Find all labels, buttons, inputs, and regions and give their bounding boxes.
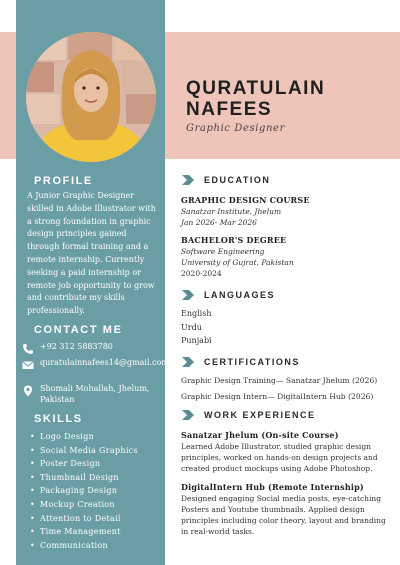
- chevron-right-icon: [182, 410, 196, 420]
- contact-phone: [22, 342, 162, 355]
- experience-title: Sanatzar Jhelum (On-site Course): [181, 430, 339, 440]
- contact-address: [22, 384, 162, 405]
- skill-item: • Poster Design: [30, 457, 138, 471]
- skills-heading: SKILLS: [34, 413, 83, 425]
- education-entry: [181, 195, 391, 228]
- certifications-section-header: [182, 357, 300, 367]
- languages-heading: LANGUAGES: [204, 290, 276, 300]
- skill-item: • Logo Design: [30, 430, 138, 444]
- chevron-right-icon: [182, 290, 196, 300]
- language-item: Punjabi: [181, 336, 212, 345]
- skill-item: • Social Media Graphics: [30, 444, 138, 458]
- skill-item: • Communication: [30, 539, 138, 553]
- skill-item: • Time Management: [30, 525, 138, 539]
- profile-photo: [26, 32, 156, 162]
- language-item: English: [181, 309, 212, 318]
- language-item: Urdu: [181, 322, 202, 332]
- dates: Jan 2026- Mar 2026: [181, 218, 257, 227]
- chevron-right-icon: [182, 175, 196, 185]
- skill-item: • Packaging Design: [30, 484, 138, 498]
- experience-section-header: [182, 410, 316, 420]
- certification-item: Graphic Design Training— Sanatzar Jhelum (2026): [181, 376, 378, 385]
- contact-email: [22, 358, 169, 371]
- institution: University of Gujrat, Pakistan: [181, 258, 294, 267]
- first-name: QURATULAIN: [186, 78, 326, 99]
- profile-photo-illustration: [26, 32, 156, 162]
- mail-icon: [22, 359, 34, 371]
- experience-entry: [181, 430, 391, 474]
- contact-heading: CONTACT ME: [34, 324, 123, 336]
- education-section-header: [182, 175, 270, 185]
- education-heading: EDUCATION: [204, 175, 271, 185]
- certification-item: Graphic Design Intern— DigitalIntern Hub (2026): [181, 392, 374, 401]
- degree-title: BACHELOR'S DEGREE: [181, 235, 287, 245]
- experience-description: Designed engaging Social media posts, eye-catching Posters and Youtube thumbnails. Applied design principles including color theory, layout and branding in real-world tasks.: [181, 494, 386, 536]
- experience-entry: [181, 482, 391, 537]
- skills-list: [30, 430, 138, 552]
- location-icon: [22, 385, 34, 397]
- experience-description: Learned Adobe Illustrator, studied graphic design principles, worked on hands-on design projects and created product mockups using Adobe Photoshop.: [181, 442, 378, 473]
- skill-item: • Mockup Creation: [30, 498, 138, 512]
- job-title: Graphic Designer: [186, 123, 285, 134]
- candidate-name: [186, 78, 325, 120]
- profile-heading: PROFILE: [34, 175, 93, 187]
- languages-list: [181, 307, 212, 348]
- chevron-right-icon: [182, 357, 196, 367]
- skill-item: • Thumbnail Design: [30, 471, 138, 485]
- home-address: Shomali Mohallah, Jhelum, Pakistan: [40, 384, 150, 404]
- institution: Sanatzar Institute, Jhelum: [181, 207, 282, 216]
- degree-title: GRAPHIC DESIGN COURSE: [181, 195, 310, 205]
- dates: 2020-2024: [181, 269, 222, 278]
- phone-icon: [22, 343, 34, 355]
- last-name: NAFEES: [186, 99, 273, 120]
- education-entry: [181, 235, 391, 279]
- experience-heading: WORK EXPERIENCE: [204, 410, 316, 420]
- phone-number[interactable]: +92 312 5883780: [40, 342, 113, 351]
- experience-title: DigitalIntern Hub (Remote Internship): [181, 482, 364, 492]
- field-of-study: Software Engineering: [181, 247, 265, 256]
- email-address[interactable]: quratulainnafees14@gmail.com: [40, 358, 169, 367]
- certifications-heading: CERTIFICATIONS: [204, 357, 300, 367]
- skill-item: • Attention to Detail: [30, 512, 138, 526]
- certifications-list: [181, 373, 377, 405]
- profile-summary: A Junior Graphic Designer skilled in Adobe Illustrator with a strong foundation in graphic design principles gained through formal training and a remote internship. Currently seeking a paid internship or remote job opportunity to grow and contribute my skills professionally.: [27, 191, 156, 316]
- languages-section-header: [182, 290, 275, 300]
